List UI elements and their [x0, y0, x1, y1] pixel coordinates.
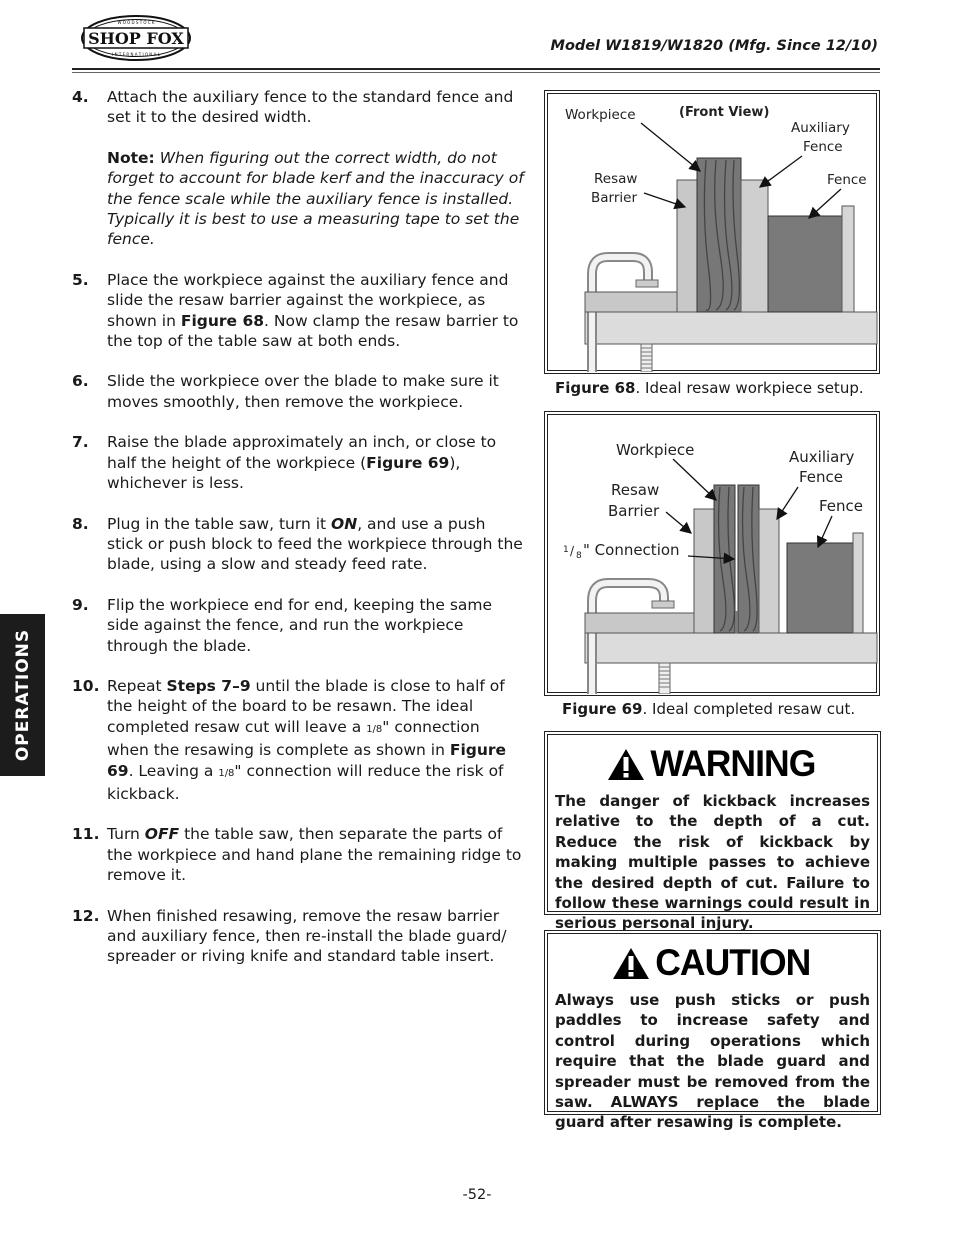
section-side-tab: [0, 614, 45, 776]
label-barrier: Barrier: [608, 502, 660, 520]
emphasis-off: OFF: [144, 825, 180, 844]
step-4: [72, 87, 524, 250]
fraction: 1/8: [366, 723, 383, 735]
caption-label: Figure 68: [555, 379, 636, 397]
figure-68: [544, 90, 880, 374]
step-number: 12.: [72, 906, 100, 925]
step-text: the table saw, then separate the parts of the workpiece and hand plane the remaining ridge to remove it.: [107, 825, 522, 885]
step-text: until the blade is close to half of the height of the board to be resawn. The ideal completed resaw cut will leave a: [107, 676, 505, 736]
step-text: Turn: [107, 825, 145, 844]
warning-box: [544, 731, 881, 933]
caution-text: Always use push sticks or push paddles to increase safety and control during operations which require that the blade guard and spreader must be removed from the saw. ALWAYS replace the blade guard after resawing is complete.: [555, 991, 870, 1132]
page-number: -52-: [462, 1187, 492, 1203]
warning-title: WARNING: [650, 743, 815, 784]
label-fraction-num: 1: [563, 545, 569, 555]
steps-ref: Steps 7–9: [166, 676, 251, 695]
step-8: [72, 514, 524, 575]
step-text: ), whichever is less.: [107, 453, 461, 493]
label-resaw: Resaw: [594, 171, 638, 187]
figure-68-caption: [555, 379, 864, 397]
caution-header: [555, 938, 870, 988]
svg-text:W O O D S T O C K: W O O D S T O C K: [117, 20, 155, 25]
logo-text: SHOP FOX: [88, 29, 184, 48]
warning-triangle-icon: [607, 747, 645, 781]
step-text: Attach the auxiliary fence to the standard fence and set it to the desired width.: [107, 88, 514, 127]
figure-ref: Figure 69: [107, 741, 507, 780]
figure-ref: Figure 68: [180, 311, 265, 330]
step-text: When finished resawing, remove the resaw barrier and auxiliary fence, then re-install the blade guard/ spreader or riving knife and standard table insert.: [107, 906, 507, 966]
step-7: [72, 432, 524, 493]
emphasis-on: ON: [331, 514, 358, 533]
step-text: , and use a push stick or push block to feed the workpiece through the blade, using a slow and steady feed rate.: [107, 514, 523, 574]
caution-triangle-icon: [612, 946, 650, 980]
warning-text: The danger of kickback increases relative to the depth of a cut. Reduce the risk of kickback by making multiple passes to achieve the desired depth of cut. Failure to follow these warnings could result in serious personal injury.: [555, 792, 870, 933]
header-rule-thin: [72, 72, 880, 73]
label-resaw: Resaw: [611, 481, 660, 499]
label-fence: Fence: [819, 497, 864, 515]
label-auxiliary: Auxiliary: [791, 120, 850, 136]
shop-fox-logo: [80, 14, 192, 62]
step-number: 7.: [72, 433, 89, 452]
steps-list: [72, 87, 524, 987]
note-text: When figuring out the correct width, do not forget to account for blade kerf and the inaccuracy of the fence scale while the auxiliary fence is installed. Typically it is best to use a measuring tape to set the fence.: [107, 148, 524, 249]
step-12: [72, 906, 524, 967]
caution-title: CAUTION: [654, 942, 811, 983]
step-6: [72, 371, 524, 412]
step-text: Plug in the table saw, turn it: [107, 514, 332, 533]
label-fence: Fence: [827, 172, 867, 188]
label-front-view: (Front View): [679, 105, 770, 120]
label-auxiliary-fence: Fence: [803, 139, 843, 155]
step-text: . Leaving a: [128, 761, 219, 780]
step-number: 9.: [72, 595, 89, 614]
label-connection: " Connection: [583, 541, 680, 559]
step-number: 10.: [72, 676, 100, 695]
figure-69: [544, 411, 880, 696]
figure-ref: Figure 69: [366, 453, 450, 472]
label-auxiliary: Auxiliary: [789, 448, 855, 466]
header-rule: [72, 68, 880, 70]
step-9: [72, 595, 524, 656]
step-note: [107, 148, 524, 250]
step-text: Flip the workpiece end for end, keeping the same side against the fence, and run the workpiece through the blade.: [107, 595, 493, 655]
figure-69-caption: [562, 700, 855, 718]
step-text: " connection will reduce the risk of kickback.: [107, 761, 504, 803]
label-workpiece: Workpiece: [616, 441, 695, 459]
caption-label: Figure 69: [562, 700, 643, 718]
caption-text: . Ideal completed resaw cut.: [642, 700, 856, 718]
label-workpiece: Workpiece: [565, 107, 636, 123]
step-text: " connection when the resawing is complete as shown in: [107, 717, 480, 760]
label-auxiliary-fence: Fence: [799, 468, 844, 486]
step-number: 8.: [72, 514, 89, 533]
svg-text:/: /: [570, 544, 575, 558]
step-11: [72, 824, 524, 885]
step-5: [72, 270, 524, 352]
fraction: 1/8: [218, 767, 235, 779]
step-text: Slide the workpiece over the blade to make sure it moves smoothly, then remove the workpiece.: [107, 372, 499, 411]
step-text: Raise the blade approximately an inch, or close to half the height of the workpiece (: [107, 433, 497, 472]
step-text: Repeat: [107, 676, 167, 695]
svg-text:I N T E R N A T I O N A L: I N T E R N A T I O N A L: [112, 52, 160, 57]
label-barrier: Barrier: [591, 190, 638, 206]
step-number: 6.: [72, 372, 89, 391]
warning-header: [555, 739, 870, 789]
model-header: Model W1819/W1820 (Mfg. Since 12/10): [550, 38, 878, 54]
step-text: Place the workpiece against the auxiliary fence and slide the resaw barrier against the workpiece, as shown in: [107, 270, 509, 330]
step-text: . Now clamp the resaw barrier to the top of the table saw at both ends.: [107, 311, 519, 351]
note-label: Note:: [107, 148, 155, 167]
step-number: 5.: [72, 270, 89, 289]
step-number: 4.: [72, 88, 89, 106]
label-fraction-den: 8: [576, 551, 582, 561]
section-tab-label: OPERATIONS: [12, 628, 33, 762]
step-10: [72, 676, 524, 804]
step-number: 11.: [72, 825, 100, 844]
caption-text: . Ideal resaw workpiece setup.: [635, 379, 864, 397]
caution-box: [544, 930, 881, 1132]
